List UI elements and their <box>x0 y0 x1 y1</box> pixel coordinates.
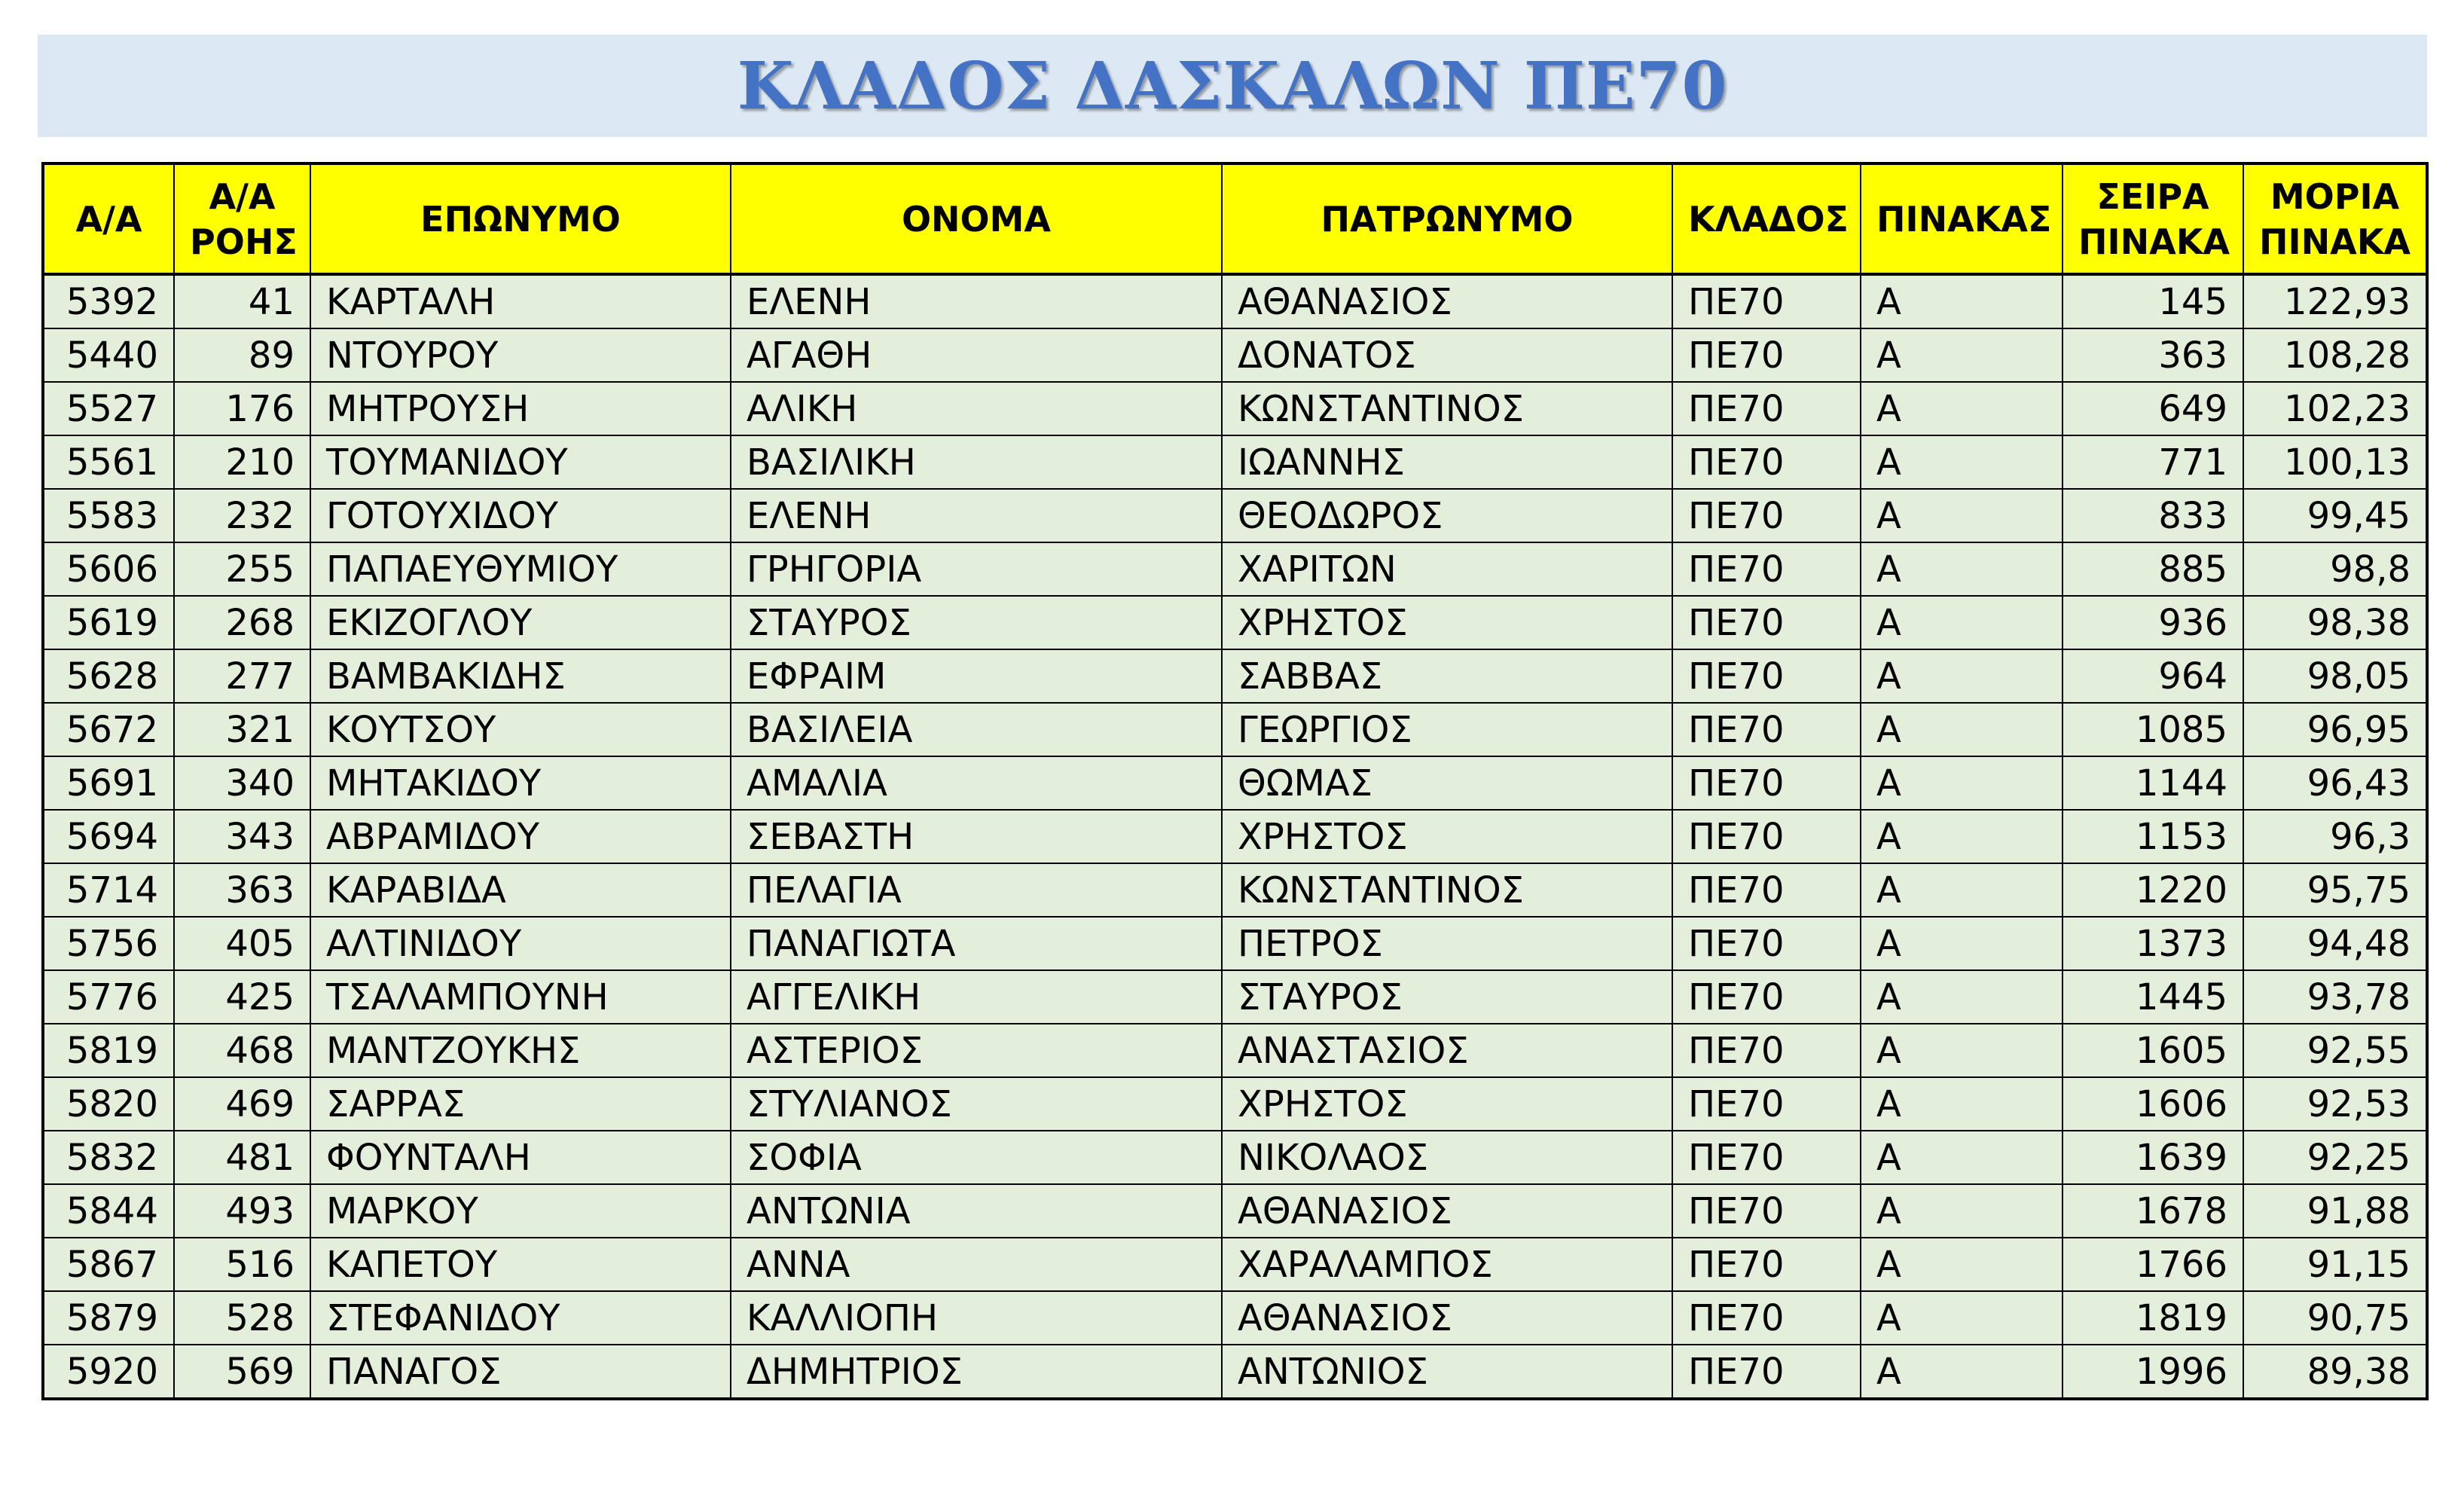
cell-onoma: ΓΡΗΓΟΡΙΑ <box>731 542 1222 596</box>
table-row <box>43 1024 2427 1077</box>
cell-patronymo: ΔΟΝΑΤΟΣ <box>1222 328 1672 382</box>
cell-klados: ΠΕ70 <box>1672 863 1861 917</box>
cell-onoma: ΒΑΣΙΛΙΚΗ <box>731 435 1222 489</box>
cell-moria-pinaka: 108,28 <box>2243 328 2427 382</box>
header-pinakas: ΠΙΝΑΚΑΣ <box>1861 163 2062 274</box>
cell-aa: 5619 <box>43 596 174 649</box>
cell-moria-pinaka: 92,53 <box>2243 1077 2427 1131</box>
cell-eponymo: ΜΑΡΚΟΥ <box>310 1184 731 1238</box>
page-title: ΚΛΑΔΟΣ ΔΑΣΚΑΛΩΝ ΠΕ70 <box>737 47 1728 124</box>
cell-aa-rois: 405 <box>174 917 310 970</box>
cell-aa: 5672 <box>43 703 174 756</box>
cell-pinakas: Α <box>1861 382 2062 435</box>
cell-pinakas: Α <box>1861 649 2062 703</box>
cell-aa: 5561 <box>43 435 174 489</box>
cell-aa-rois: 516 <box>174 1238 310 1291</box>
cell-eponymo: ΕΚΙΖΟΓΛΟΥ <box>310 596 731 649</box>
table-row <box>43 810 2427 863</box>
cell-patronymo: ΧΑΡΑΛΑΜΠΟΣ <box>1222 1238 1672 1291</box>
cell-seira-pinaka: 1996 <box>2062 1345 2243 1399</box>
cell-aa: 5628 <box>43 649 174 703</box>
cell-patronymo: ΧΑΡΙΤΩΝ <box>1222 542 1672 596</box>
cell-aa-rois: 89 <box>174 328 310 382</box>
header-aa-rois: Α/Α ΡΟΗΣ <box>174 163 310 274</box>
cell-onoma: ΕΦΡΑΙΜ <box>731 649 1222 703</box>
cell-eponymo: ΤΣΑΛΑΜΠΟΥΝΗ <box>310 970 731 1024</box>
cell-pinakas: Α <box>1861 756 2062 810</box>
cell-eponymo: ΑΛΤΙΝΙΔΟΥ <box>310 917 731 970</box>
cell-seira-pinaka: 1766 <box>2062 1238 2243 1291</box>
cell-patronymo: ΣΑΒΒΑΣ <box>1222 649 1672 703</box>
cell-aa: 5920 <box>43 1345 174 1399</box>
cell-aa: 5392 <box>43 274 174 328</box>
cell-eponymo: ΣΤΕΦΑΝΙΔΟΥ <box>310 1291 731 1345</box>
cell-seira-pinaka: 1373 <box>2062 917 2243 970</box>
cell-klados: ΠΕ70 <box>1672 1131 1861 1184</box>
cell-aa-rois: 232 <box>174 489 310 542</box>
cell-moria-pinaka: 90,75 <box>2243 1291 2427 1345</box>
cell-eponymo: ΠΑΠΑΕΥΘΥΜΙΟΥ <box>310 542 731 596</box>
cell-moria-pinaka: 122,93 <box>2243 274 2427 328</box>
cell-patronymo: ΑΘΑΝΑΣΙΟΣ <box>1222 1184 1672 1238</box>
cell-pinakas: Α <box>1861 863 2062 917</box>
table-row <box>43 274 2427 328</box>
cell-klados: ΠΕ70 <box>1672 756 1861 810</box>
table-row <box>43 649 2427 703</box>
header-seira-pinaka: ΣΕΙΡΑ ΠΙΝΑΚΑ <box>2062 163 2243 274</box>
cell-patronymo: ΑΝΑΣΤΑΣΙΟΣ <box>1222 1024 1672 1077</box>
header-moria-pinaka: ΜΟΡΙΑ ΠΙΝΑΚΑ <box>2243 163 2427 274</box>
cell-onoma: ΑΣΤΕΡΙΟΣ <box>731 1024 1222 1077</box>
cell-seira-pinaka: 1639 <box>2062 1131 2243 1184</box>
cell-klados: ΠΕ70 <box>1672 1238 1861 1291</box>
cell-pinakas: Α <box>1861 1238 2062 1291</box>
cell-seira-pinaka: 1144 <box>2062 756 2243 810</box>
cell-patronymo: ΣΤΑΥΡΟΣ <box>1222 970 1672 1024</box>
cell-patronymo: ΘΕΟΔΩΡΟΣ <box>1222 489 1672 542</box>
cell-aa: 5691 <box>43 756 174 810</box>
table-row <box>43 1184 2427 1238</box>
cell-klados: ΠΕ70 <box>1672 596 1861 649</box>
cell-seira-pinaka: 885 <box>2062 542 2243 596</box>
cell-eponymo: ΒΑΜΒΑΚΙΔΗΣ <box>310 649 731 703</box>
cell-moria-pinaka: 100,13 <box>2243 435 2427 489</box>
cell-aa-rois: 363 <box>174 863 310 917</box>
cell-patronymo: ΑΘΑΝΑΣΙΟΣ <box>1222 274 1672 328</box>
cell-seira-pinaka: 771 <box>2062 435 2243 489</box>
cell-pinakas: Α <box>1861 596 2062 649</box>
cell-eponymo: ΓΟΤΟΥΧΙΔΟΥ <box>310 489 731 542</box>
cell-aa-rois: 528 <box>174 1291 310 1345</box>
cell-onoma: ΑΓΓΕΛΙΚΗ <box>731 970 1222 1024</box>
cell-onoma: ΣΟΦΙΑ <box>731 1131 1222 1184</box>
cell-onoma: ΑΝΝΑ <box>731 1238 1222 1291</box>
cell-eponymo: ΤΟΥΜΑΝΙΔΟΥ <box>310 435 731 489</box>
cell-onoma: ΣΤΥΛΙΑΝΟΣ <box>731 1077 1222 1131</box>
cell-aa-rois: 268 <box>174 596 310 649</box>
cell-seira-pinaka: 1678 <box>2062 1184 2243 1238</box>
cell-seira-pinaka: 936 <box>2062 596 2243 649</box>
cell-eponymo: ΚΑΡΑΒΙΔΑ <box>310 863 731 917</box>
cell-aa-rois: 210 <box>174 435 310 489</box>
table-row <box>43 435 2427 489</box>
cell-klados: ΠΕ70 <box>1672 489 1861 542</box>
cell-aa: 5867 <box>43 1238 174 1291</box>
cell-patronymo: ΓΕΩΡΓΙΟΣ <box>1222 703 1672 756</box>
cell-moria-pinaka: 89,38 <box>2243 1345 2427 1399</box>
cell-moria-pinaka: 96,3 <box>2243 810 2427 863</box>
table-row <box>43 489 2427 542</box>
cell-pinakas: Α <box>1861 1291 2062 1345</box>
cell-seira-pinaka: 964 <box>2062 649 2243 703</box>
cell-patronymo: ΚΩΝΣΤΑΝΤΙΝΟΣ <box>1222 863 1672 917</box>
cell-eponymo: ΑΒΡΑΜΙΔΟΥ <box>310 810 731 863</box>
cell-moria-pinaka: 92,25 <box>2243 1131 2427 1184</box>
cell-moria-pinaka: 102,23 <box>2243 382 2427 435</box>
header-row <box>43 163 2427 274</box>
cell-aa-rois: 340 <box>174 756 310 810</box>
cell-moria-pinaka: 92,55 <box>2243 1024 2427 1077</box>
cell-seira-pinaka: 1153 <box>2062 810 2243 863</box>
header-klados: ΚΛΑΔΟΣ <box>1672 163 1861 274</box>
cell-patronymo: ΧΡΗΣΤΟΣ <box>1222 810 1672 863</box>
cell-pinakas: Α <box>1861 917 2062 970</box>
cell-patronymo: ΙΩΑΝΝΗΣ <box>1222 435 1672 489</box>
cell-pinakas: Α <box>1861 1024 2062 1077</box>
cell-seira-pinaka: 363 <box>2062 328 2243 382</box>
cell-seira-pinaka: 145 <box>2062 274 2243 328</box>
cell-eponymo: ΚΟΥΤΣΟΥ <box>310 703 731 756</box>
cell-seira-pinaka: 1605 <box>2062 1024 2243 1077</box>
cell-seira-pinaka: 649 <box>2062 382 2243 435</box>
cell-seira-pinaka: 833 <box>2062 489 2243 542</box>
cell-eponymo: ΜΗΤΡΟΥΣΗ <box>310 382 731 435</box>
teachers-table <box>41 162 2429 1400</box>
cell-seira-pinaka: 1085 <box>2062 703 2243 756</box>
cell-onoma: ΔΗΜΗΤΡΙΟΣ <box>731 1345 1222 1399</box>
cell-klados: ΠΕ70 <box>1672 703 1861 756</box>
cell-onoma: ΑΜΑΛΙΑ <box>731 756 1222 810</box>
cell-seira-pinaka: 1819 <box>2062 1291 2243 1345</box>
cell-klados: ΠΕ70 <box>1672 917 1861 970</box>
table-row <box>43 1345 2427 1399</box>
cell-onoma: ΚΑΛΛΙΟΠΗ <box>731 1291 1222 1345</box>
cell-aa-rois: 493 <box>174 1184 310 1238</box>
cell-aa: 5819 <box>43 1024 174 1077</box>
cell-patronymo: ΝΙΚΟΛΑΟΣ <box>1222 1131 1672 1184</box>
cell-seira-pinaka: 1445 <box>2062 970 2243 1024</box>
cell-pinakas: Α <box>1861 542 2062 596</box>
cell-aa-rois: 425 <box>174 970 310 1024</box>
cell-aa: 5844 <box>43 1184 174 1238</box>
cell-pinakas: Α <box>1861 1345 2062 1399</box>
cell-pinakas: Α <box>1861 1131 2062 1184</box>
cell-onoma: ΠΑΝΑΓΙΩΤΑ <box>731 917 1222 970</box>
cell-onoma: ΒΑΣΙΛΕΙΑ <box>731 703 1222 756</box>
cell-aa: 5606 <box>43 542 174 596</box>
cell-patronymo: ΧΡΗΣΤΟΣ <box>1222 1077 1672 1131</box>
cell-eponymo: ΠΑΝΑΓΟΣ <box>310 1345 731 1399</box>
cell-pinakas: Α <box>1861 810 2062 863</box>
cell-klados: ΠΕ70 <box>1672 1024 1861 1077</box>
cell-patronymo: ΘΩΜΑΣ <box>1222 756 1672 810</box>
cell-moria-pinaka: 93,78 <box>2243 970 2427 1024</box>
cell-moria-pinaka: 91,15 <box>2243 1238 2427 1291</box>
cell-eponymo: ΦΟΥΝΤΑΛΗ <box>310 1131 731 1184</box>
cell-aa: 5776 <box>43 970 174 1024</box>
cell-aa-rois: 343 <box>174 810 310 863</box>
cell-klados: ΠΕ70 <box>1672 328 1861 382</box>
header-eponymo: ΕΠΩΝΥΜΟ <box>310 163 731 274</box>
cell-seira-pinaka: 1220 <box>2062 863 2243 917</box>
table-row <box>43 542 2427 596</box>
cell-klados: ΠΕ70 <box>1672 970 1861 1024</box>
cell-aa-rois: 41 <box>174 274 310 328</box>
cell-pinakas: Α <box>1861 435 2062 489</box>
table-row <box>43 1238 2427 1291</box>
table-row <box>43 917 2427 970</box>
cell-pinakas: Α <box>1861 1184 2062 1238</box>
cell-aa: 5756 <box>43 917 174 970</box>
cell-pinakas: Α <box>1861 703 2062 756</box>
cell-moria-pinaka: 98,05 <box>2243 649 2427 703</box>
cell-aa-rois: 469 <box>174 1077 310 1131</box>
cell-patronymo: ΧΡΗΣΤΟΣ <box>1222 596 1672 649</box>
cell-patronymo: ΑΘΑΝΑΣΙΟΣ <box>1222 1291 1672 1345</box>
cell-moria-pinaka: 94,48 <box>2243 917 2427 970</box>
cell-onoma: ΠΕΛΑΓΙΑ <box>731 863 1222 917</box>
cell-patronymo: ΑΝΤΩΝΙΟΣ <box>1222 1345 1672 1399</box>
cell-eponymo: ΝΤΟΥΡΟΥ <box>310 328 731 382</box>
cell-aa-rois: 176 <box>174 382 310 435</box>
cell-aa-rois: 255 <box>174 542 310 596</box>
cell-eponymo: ΚΑΠΕΤΟΥ <box>310 1238 731 1291</box>
table-row <box>43 863 2427 917</box>
header-patronymo: ΠΑΤΡΩΝΥΜΟ <box>1222 163 1672 274</box>
cell-eponymo: ΜΗΤΑΚΙΔΟΥ <box>310 756 731 810</box>
cell-klados: ΠΕ70 <box>1672 1345 1861 1399</box>
cell-eponymo: ΜΑΝΤΖΟΥΚΗΣ <box>310 1024 731 1077</box>
cell-onoma: ΑΓΑΘΗ <box>731 328 1222 382</box>
cell-onoma: ΕΛΕΝΗ <box>731 274 1222 328</box>
cell-aa: 5527 <box>43 382 174 435</box>
cell-klados: ΠΕ70 <box>1672 1077 1861 1131</box>
cell-klados: ΠΕ70 <box>1672 435 1861 489</box>
cell-aa-rois: 569 <box>174 1345 310 1399</box>
cell-moria-pinaka: 91,88 <box>2243 1184 2427 1238</box>
cell-onoma: ΣΤΑΥΡΟΣ <box>731 596 1222 649</box>
header-aa: Α/Α <box>43 163 174 274</box>
cell-moria-pinaka: 99,45 <box>2243 489 2427 542</box>
table-row <box>43 382 2427 435</box>
cell-onoma: ΑΛΙΚΗ <box>731 382 1222 435</box>
header-onoma: ΟΝΟΜΑ <box>731 163 1222 274</box>
cell-klados: ΠΕ70 <box>1672 1291 1861 1345</box>
cell-seira-pinaka: 1606 <box>2062 1077 2243 1131</box>
table-row <box>43 596 2427 649</box>
cell-klados: ΠΕ70 <box>1672 1184 1861 1238</box>
cell-moria-pinaka: 98,8 <box>2243 542 2427 596</box>
cell-moria-pinaka: 98,38 <box>2243 596 2427 649</box>
cell-aa: 5832 <box>43 1131 174 1184</box>
cell-aa: 5583 <box>43 489 174 542</box>
cell-aa-rois: 468 <box>174 1024 310 1077</box>
cell-patronymo: ΚΩΝΣΤΑΝΤΙΝΟΣ <box>1222 382 1672 435</box>
cell-patronymo: ΠΕΤΡΟΣ <box>1222 917 1672 970</box>
table-row <box>43 756 2427 810</box>
cell-pinakas: Α <box>1861 970 2062 1024</box>
cell-klados: ΠΕ70 <box>1672 542 1861 596</box>
cell-moria-pinaka: 95,75 <box>2243 863 2427 917</box>
title-banner <box>38 35 2427 137</box>
cell-aa-rois: 481 <box>174 1131 310 1184</box>
table-row <box>43 1077 2427 1131</box>
cell-aa: 5714 <box>43 863 174 917</box>
cell-aa-rois: 277 <box>174 649 310 703</box>
cell-klados: ΠΕ70 <box>1672 810 1861 863</box>
cell-pinakas: Α <box>1861 489 2062 542</box>
cell-klados: ΠΕ70 <box>1672 649 1861 703</box>
cell-pinakas: Α <box>1861 1077 2062 1131</box>
cell-aa: 5879 <box>43 1291 174 1345</box>
cell-pinakas: Α <box>1861 328 2062 382</box>
cell-aa: 5694 <box>43 810 174 863</box>
cell-moria-pinaka: 96,95 <box>2243 703 2427 756</box>
cell-klados: ΠΕ70 <box>1672 274 1861 328</box>
cell-eponymo: ΣΑΡΡΑΣ <box>310 1077 731 1131</box>
table-row <box>43 970 2427 1024</box>
cell-aa: 5440 <box>43 328 174 382</box>
cell-onoma: ΣΕΒΑΣΤΗ <box>731 810 1222 863</box>
cell-moria-pinaka: 96,43 <box>2243 756 2427 810</box>
table-row <box>43 703 2427 756</box>
cell-eponymo: ΚΑΡΤΑΛΗ <box>310 274 731 328</box>
cell-aa-rois: 321 <box>174 703 310 756</box>
cell-aa: 5820 <box>43 1077 174 1131</box>
cell-pinakas: Α <box>1861 274 2062 328</box>
table-row <box>43 328 2427 382</box>
table-body <box>43 274 2427 1399</box>
cell-onoma: ΕΛΕΝΗ <box>731 489 1222 542</box>
cell-klados: ΠΕ70 <box>1672 382 1861 435</box>
table-row <box>43 1131 2427 1184</box>
cell-onoma: ΑΝΤΩΝΙΑ <box>731 1184 1222 1238</box>
table-row <box>43 1291 2427 1345</box>
